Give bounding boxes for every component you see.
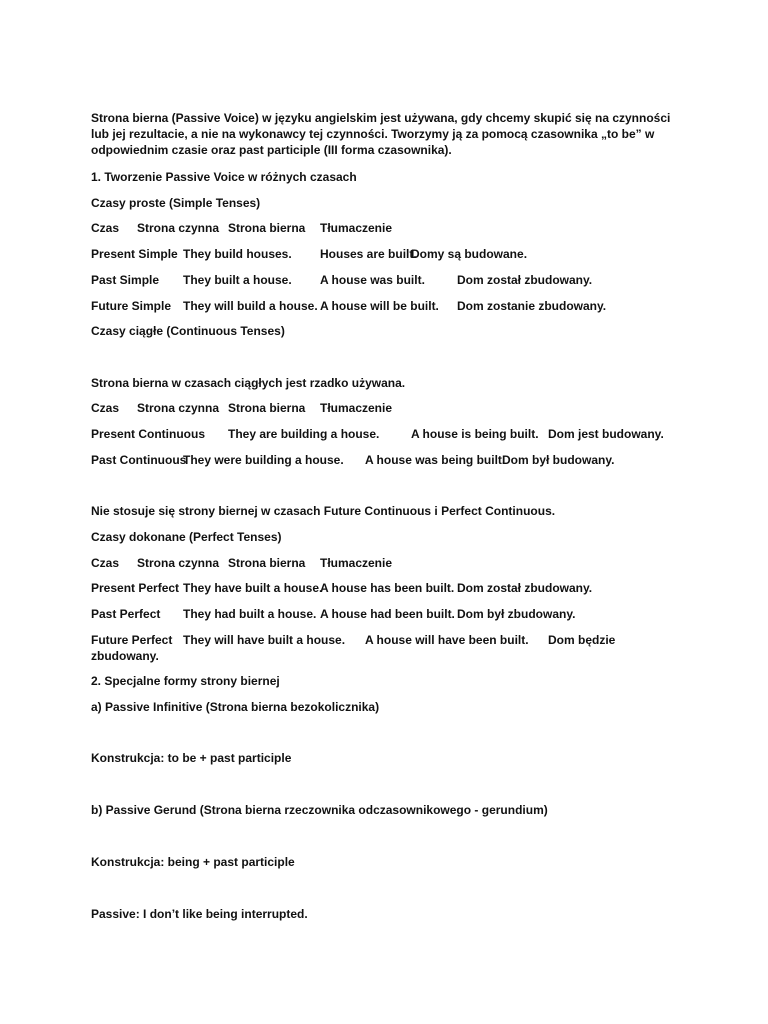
translation-cell: Dom został zbudowany. [457,581,593,595]
active-cell: They built a house. [183,273,292,287]
passive-infinitive-heading: a) Passive Infinitive (Strona bierna bezokolicznika) [91,700,380,714]
active-cell: They build houses. [183,247,292,261]
passive-cell: A house was built. [320,273,425,287]
passive-example-text: Passive: I don’t like being interrupted. [91,907,308,921]
passive-cell: A house is being built. [411,427,539,441]
translation-cell: Dom zostanie zbudowany. [457,299,607,313]
tense-cell: Past Continuous [91,453,187,467]
continuous-note: Strona bierna w czasach ciągłych jest rzadko używana. [91,376,406,390]
continuous-after-note: Nie stosuje się strony biernej w czasach Future Continuous i Perfect Continuous. [91,504,556,518]
header-cell: Strona bierna [228,556,306,570]
passive-cell: Houses are built. [320,247,417,261]
active-cell: They will build a house. [183,299,318,313]
header-cell: Czas [91,221,120,235]
header-cell: Tłumaczenie [320,221,393,235]
active-cell: They will have built a house. [183,633,346,647]
simple-tenses-heading: Czasy proste (Simple Tenses) [91,196,261,210]
translation-cell: Dom został zbudowany. [457,273,593,287]
translation-cell: Dom był zbudowany. [457,607,576,621]
translation-cell: Dom jest budowany. [548,427,664,441]
passive-cell: A house will be built. [320,299,439,313]
translation-cell: Dom był budowany. [502,453,615,467]
header-cell: Strona bierna [228,401,306,415]
passive-cell: A house will have been built. [365,633,529,647]
passive-cell: A house was being built. [365,453,506,467]
tense-cell: Future Simple [91,299,172,313]
tense-cell: Future Perfect [91,633,173,647]
header-cell: Tłumaczenie [320,401,393,415]
passive-gerund-heading: b) Passive Gerund (Strona bierna rzeczownika odczasownikowego - gerundium) [91,803,548,817]
section-2-heading: 2. Specjalne formy strony biernej [91,674,280,688]
gerund-construction: Konstrukcja: being + past participle [91,855,295,869]
header-cell: Czas [91,401,120,415]
header-cell: Strona bierna [228,221,306,235]
header-cell: Strona czynna [137,401,220,415]
passive-example [91,906,308,922]
tense-cell: Past Simple [91,273,160,287]
active-cell: They were building a house. [183,453,344,467]
tense-cell: Past Perfect [91,607,161,621]
header-cell: Strona czynna [137,556,220,570]
header-cell: Strona czynna [137,221,220,235]
tense-cell: Present Continuous [91,427,206,441]
active-cell: They have built a house. [183,581,323,595]
passive-cell: A house had been built. [320,607,455,621]
active-cell: They are building a house. [228,427,380,441]
tense-cell: Present Simple [91,247,178,261]
active-cell: They had built a house. [183,607,317,621]
section-1-heading: 1. Tworzenie Passive Voice w różnych czasach [91,170,357,184]
perfect-tenses-heading: Czasy dokonane (Perfect Tenses) [91,530,282,544]
translation-cell: Domy są budowane. [411,247,528,261]
continuous-tenses-heading: Czasy ciągłe (Continuous Tenses) [91,324,285,338]
tense-cell: Present Perfect [91,581,180,595]
passive-cell: A house has been built. [320,581,455,595]
header-cell: Czas [91,556,120,570]
infinitive-construction: Konstrukcja: to be + past participle [91,751,292,765]
header-cell: Tłumaczenie [320,556,393,570]
translation-wrap: zbudowany. [91,649,159,663]
intro-paragraph: Strona bierna (Passive Voice) w języku angielskim jest używana, gdy chcemy skupić się na czynności lub jej rezultacie, a nie na wykonawcy tej czynności. Tworzymy ją za pomocą czasownika „to be” w odpowiednim czasie oraz past participle (III forma czasownika). [91,111,671,157]
translation-cell: Dom będzie [548,633,616,647]
